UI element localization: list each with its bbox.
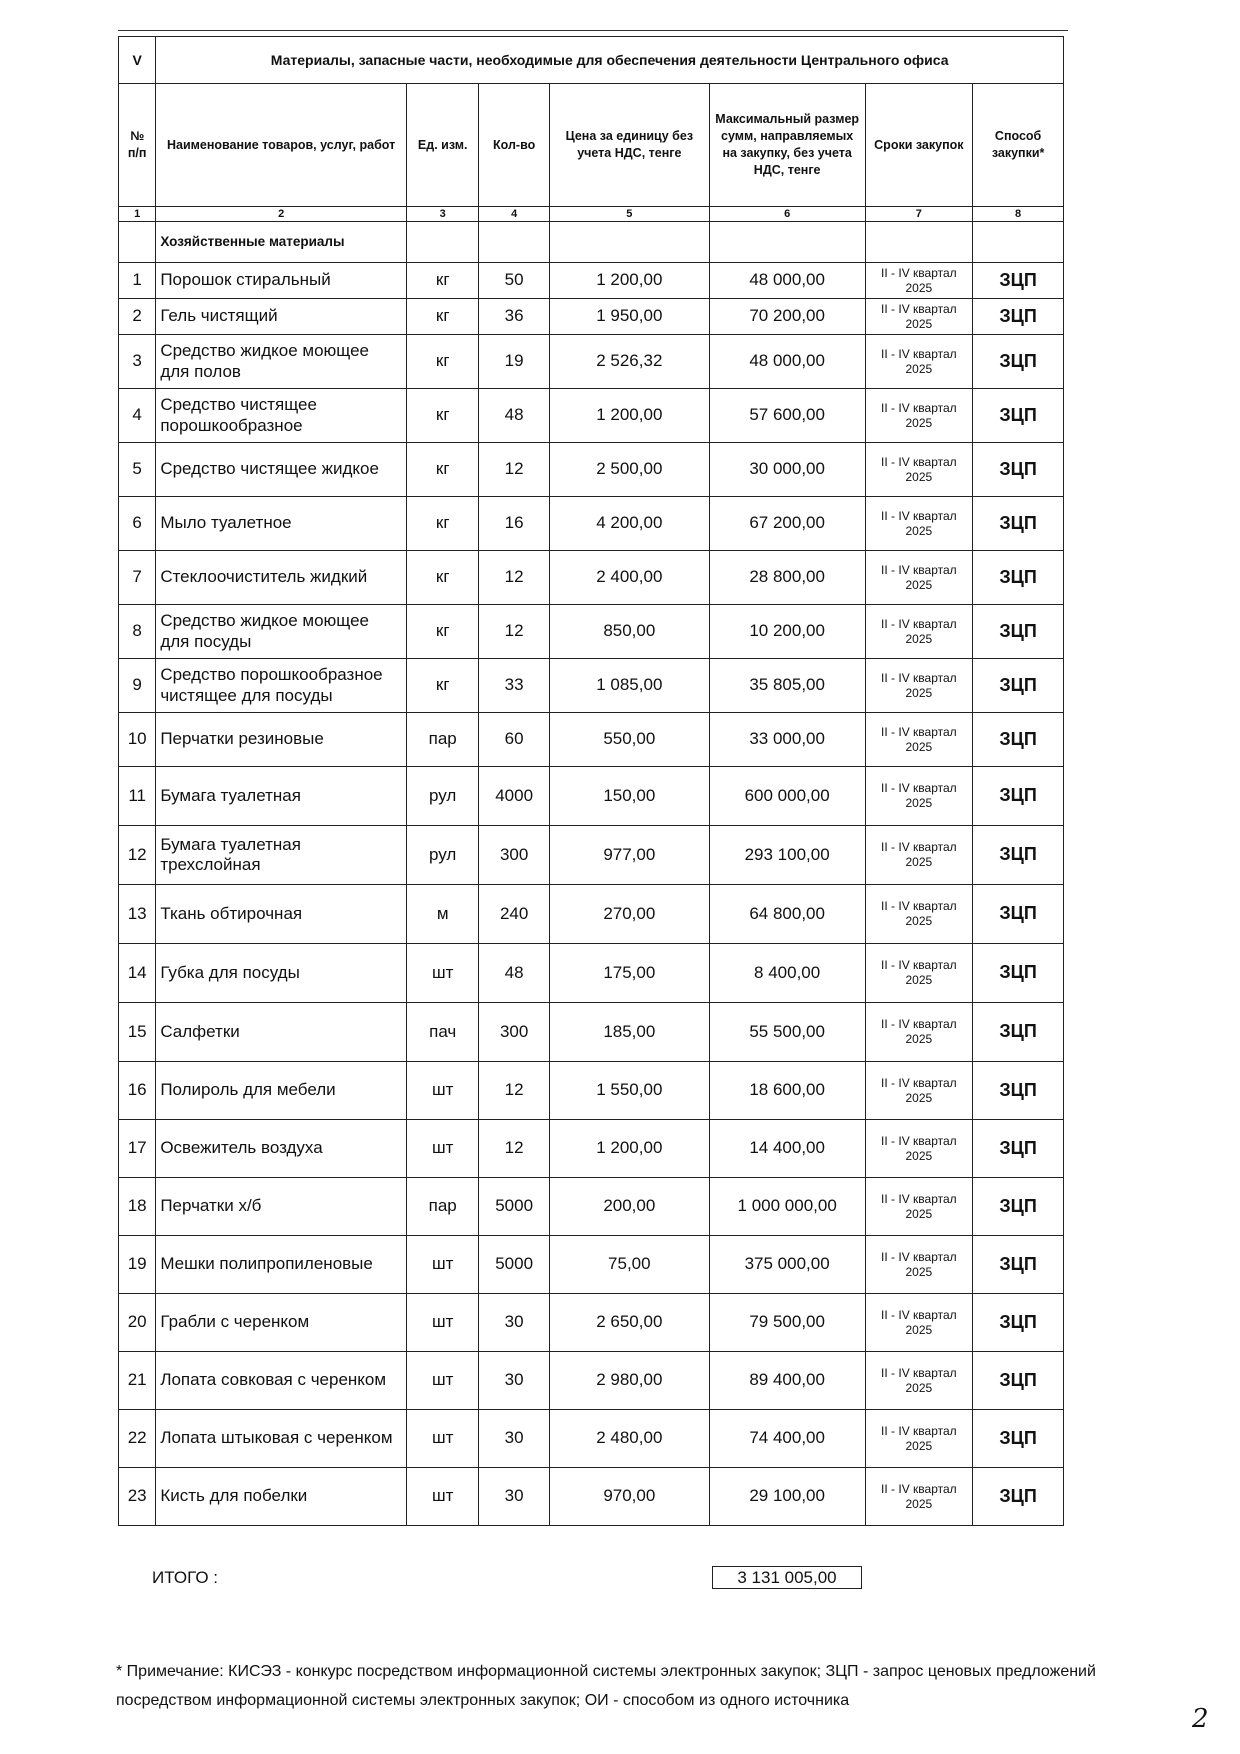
item-term: II - IV квартал 2025 <box>865 389 973 443</box>
item-unit: шт <box>406 1236 479 1294</box>
item-unit-price: 2 526,32 <box>549 335 709 389</box>
item-quantity: 4000 <box>479 767 549 826</box>
item-quantity: 16 <box>479 497 549 551</box>
item-quantity: 5000 <box>479 1178 549 1236</box>
item-method: ЗЦП <box>973 885 1064 944</box>
item-method: ЗЦП <box>973 443 1064 497</box>
item-unit-price: 1 950,00 <box>549 299 709 335</box>
column-number: 6 <box>709 207 865 222</box>
item-unit: кг <box>406 659 479 713</box>
item-term: II - IV квартал 2025 <box>865 299 973 335</box>
item-unit-price: 4 200,00 <box>549 497 709 551</box>
item-method: ЗЦП <box>973 605 1064 659</box>
item-term: II - IV квартал 2025 <box>865 1410 973 1468</box>
item-method: ЗЦП <box>973 767 1064 826</box>
item-unit: кг <box>406 551 479 605</box>
row-number: 20 <box>119 1294 156 1352</box>
item-unit: м <box>406 885 479 944</box>
item-max-sum: 48 000,00 <box>709 263 865 299</box>
row-number: 12 <box>119 826 156 885</box>
item-term: II - IV квартал 2025 <box>865 1294 973 1352</box>
row-number: 23 <box>119 1468 156 1526</box>
table-row <box>119 1468 1064 1526</box>
item-method: ЗЦП <box>973 1410 1064 1468</box>
item-unit: кг <box>406 263 479 299</box>
table-row <box>119 299 1064 335</box>
column-number: 5 <box>549 207 709 222</box>
item-unit: рул <box>406 826 479 885</box>
row-number: 5 <box>119 443 156 497</box>
table-row <box>119 1062 1064 1120</box>
header-unit: Ед. изм. <box>406 84 479 207</box>
item-name: Полироль для мебели <box>156 1062 407 1120</box>
item-name: Освежитель воздуха <box>156 1120 407 1178</box>
item-max-sum: 375 000,00 <box>709 1236 865 1294</box>
item-name: Средство чистящее порошкообразное <box>156 389 407 443</box>
row-number: 7 <box>119 551 156 605</box>
item-name: Губка для посуды <box>156 944 407 1003</box>
item-unit: кг <box>406 443 479 497</box>
item-term: II - IV квартал 2025 <box>865 1062 973 1120</box>
item-unit: шт <box>406 1294 479 1352</box>
header-term: Сроки закупок <box>865 84 973 207</box>
column-number: 2 <box>156 207 407 222</box>
item-quantity: 30 <box>479 1352 549 1410</box>
item-name: Ткань обтирочная <box>156 885 407 944</box>
item-method: ЗЦП <box>973 263 1064 299</box>
item-max-sum: 67 200,00 <box>709 497 865 551</box>
item-term: II - IV квартал 2025 <box>865 1178 973 1236</box>
row-number: 19 <box>119 1236 156 1294</box>
table-row <box>119 944 1064 1003</box>
item-term: II - IV квартал 2025 <box>865 605 973 659</box>
item-unit-price: 550,00 <box>549 713 709 767</box>
item-method: ЗЦП <box>973 1178 1064 1236</box>
item-quantity: 5000 <box>479 1236 549 1294</box>
item-term: II - IV квартал 2025 <box>865 659 973 713</box>
section-number: V <box>119 37 156 84</box>
column-number: 7 <box>865 207 973 222</box>
item-max-sum: 33 000,00 <box>709 713 865 767</box>
procurement-table <box>118 36 1064 1526</box>
header-max-sum: Максимальный размер сумм, направляемых на закупку, без учета НДС, тенге <box>709 84 865 207</box>
item-term: II - IV квартал 2025 <box>865 335 973 389</box>
item-quantity: 12 <box>479 443 549 497</box>
item-method: ЗЦП <box>973 1352 1064 1410</box>
item-term: II - IV квартал 2025 <box>865 767 973 826</box>
group-header-row <box>119 222 1064 263</box>
table-row <box>119 885 1064 944</box>
total-label: ИТОГО : <box>152 1568 218 1587</box>
table-row <box>119 1352 1064 1410</box>
item-method: ЗЦП <box>973 944 1064 1003</box>
item-unit: кг <box>406 389 479 443</box>
item-term: II - IV квартал 2025 <box>865 1236 973 1294</box>
item-unit: шт <box>406 944 479 1003</box>
item-name: Бумага туалетная трехслойная <box>156 826 407 885</box>
row-number: 15 <box>119 1003 156 1062</box>
item-method: ЗЦП <box>973 497 1064 551</box>
item-quantity: 36 <box>479 299 549 335</box>
row-number: 10 <box>119 713 156 767</box>
item-quantity: 300 <box>479 826 549 885</box>
table-body <box>119 37 1064 1526</box>
item-unit-price: 200,00 <box>549 1178 709 1236</box>
item-max-sum: 64 800,00 <box>709 885 865 944</box>
item-max-sum: 35 805,00 <box>709 659 865 713</box>
item-method: ЗЦП <box>973 826 1064 885</box>
item-name: Стеклоочиститель жидкий <box>156 551 407 605</box>
item-name: Бумага туалетная <box>156 767 407 826</box>
item-term: II - IV квартал 2025 <box>865 826 973 885</box>
item-max-sum: 29 100,00 <box>709 1468 865 1526</box>
row-number: 17 <box>119 1120 156 1178</box>
item-unit: кг <box>406 497 479 551</box>
table-row <box>119 497 1064 551</box>
item-method: ЗЦП <box>973 1294 1064 1352</box>
row-number: 11 <box>119 767 156 826</box>
row-number: 9 <box>119 659 156 713</box>
item-max-sum: 30 000,00 <box>709 443 865 497</box>
item-name: Лопата совковая с черенком <box>156 1352 407 1410</box>
item-method: ЗЦП <box>973 1468 1064 1526</box>
item-max-sum: 10 200,00 <box>709 605 865 659</box>
item-max-sum: 70 200,00 <box>709 299 865 335</box>
row-number: 2 <box>119 299 156 335</box>
item-max-sum: 57 600,00 <box>709 389 865 443</box>
item-quantity: 19 <box>479 335 549 389</box>
item-term: II - IV квартал 2025 <box>865 443 973 497</box>
item-quantity: 240 <box>479 885 549 944</box>
header-price: Цена за единицу без учета НДС, тенге <box>549 84 709 207</box>
item-unit: шт <box>406 1468 479 1526</box>
item-max-sum: 79 500,00 <box>709 1294 865 1352</box>
item-term: II - IV квартал 2025 <box>865 551 973 605</box>
item-quantity: 30 <box>479 1294 549 1352</box>
header-method: Способ закупки* <box>973 84 1064 207</box>
item-method: ЗЦП <box>973 389 1064 443</box>
item-unit-price: 970,00 <box>549 1468 709 1526</box>
row-number: 13 <box>119 885 156 944</box>
item-max-sum: 74 400,00 <box>709 1410 865 1468</box>
row-number: 22 <box>119 1410 156 1468</box>
item-name: Средство чистящее жидкое <box>156 443 407 497</box>
item-name: Перчатки резиновые <box>156 713 407 767</box>
item-name: Средство жидкое моющее для полов <box>156 335 407 389</box>
item-name: Средство жидкое моющее для посуды <box>156 605 407 659</box>
item-method: ЗЦП <box>973 1120 1064 1178</box>
item-unit-price: 1 200,00 <box>549 389 709 443</box>
item-max-sum: 89 400,00 <box>709 1352 865 1410</box>
item-unit-price: 2 650,00 <box>549 1294 709 1352</box>
row-number: 6 <box>119 497 156 551</box>
item-name: Порошок стиральный <box>156 263 407 299</box>
table-row <box>119 1120 1064 1178</box>
column-number: 8 <box>973 207 1064 222</box>
item-unit: кг <box>406 335 479 389</box>
table-row <box>119 443 1064 497</box>
table-row <box>119 1003 1064 1062</box>
item-quantity: 60 <box>479 713 549 767</box>
item-quantity: 12 <box>479 1120 549 1178</box>
item-unit: шт <box>406 1352 479 1410</box>
item-max-sum: 8 400,00 <box>709 944 865 1003</box>
item-unit: шт <box>406 1120 479 1178</box>
item-name: Средство порошкообразное чистящее для посуды <box>156 659 407 713</box>
group-title: Хозяйственные материалы <box>156 222 407 263</box>
header-no: № п/п <box>119 84 156 207</box>
row-number: 1 <box>119 263 156 299</box>
item-name: Салфетки <box>156 1003 407 1062</box>
row-number: 4 <box>119 389 156 443</box>
item-name: Гель чистящий <box>156 299 407 335</box>
item-max-sum: 14 400,00 <box>709 1120 865 1178</box>
table-row <box>119 263 1064 299</box>
item-term: II - IV квартал 2025 <box>865 263 973 299</box>
item-unit: кг <box>406 605 479 659</box>
item-method: ЗЦП <box>973 1003 1064 1062</box>
table-row <box>119 1294 1064 1352</box>
item-unit-price: 2 500,00 <box>549 443 709 497</box>
item-max-sum: 1 000 000,00 <box>709 1178 865 1236</box>
table-row <box>119 1410 1064 1468</box>
item-term: II - IV квартал 2025 <box>865 944 973 1003</box>
item-quantity: 12 <box>479 551 549 605</box>
item-term: II - IV квартал 2025 <box>865 1468 973 1526</box>
footnote: * Примечание: КИСЭЗ - конкурс посредством информационной системы электронных закупок; ЗЦП - запрос ценовых предложений посредством информационной системы электронных закупок; ОИ - способом из одного источника <box>116 1663 1096 1709</box>
item-quantity: 33 <box>479 659 549 713</box>
table-row <box>119 551 1064 605</box>
item-method: ЗЦП <box>973 299 1064 335</box>
table-row <box>119 1236 1064 1294</box>
item-unit-price: 175,00 <box>549 944 709 1003</box>
item-unit-price: 2 980,00 <box>549 1352 709 1410</box>
item-name: Перчатки х/б <box>156 1178 407 1236</box>
table-row <box>119 826 1064 885</box>
column-number: 1 <box>119 207 156 222</box>
item-max-sum: 600 000,00 <box>709 767 865 826</box>
item-term: II - IV квартал 2025 <box>865 1120 973 1178</box>
item-quantity: 12 <box>479 1062 549 1120</box>
item-term: II - IV квартал 2025 <box>865 885 973 944</box>
table-row <box>119 335 1064 389</box>
item-max-sum: 293 100,00 <box>709 826 865 885</box>
row-number: 18 <box>119 1178 156 1236</box>
item-quantity: 48 <box>479 944 549 1003</box>
item-method: ЗЦП <box>973 659 1064 713</box>
item-unit: пач <box>406 1003 479 1062</box>
item-unit-price: 1 085,00 <box>549 659 709 713</box>
item-unit-price: 75,00 <box>549 1236 709 1294</box>
item-quantity: 12 <box>479 605 549 659</box>
item-name: Мыло туалетное <box>156 497 407 551</box>
column-number: 4 <box>479 207 549 222</box>
item-max-sum: 18 600,00 <box>709 1062 865 1120</box>
table-row <box>119 713 1064 767</box>
item-name: Лопата штыковая с черенком <box>156 1410 407 1468</box>
item-unit: шт <box>406 1410 479 1468</box>
column-number-row <box>119 207 1064 222</box>
item-method: ЗЦП <box>973 713 1064 767</box>
item-quantity: 30 <box>479 1468 549 1526</box>
table-row <box>119 605 1064 659</box>
header-name: Наименование товаров, услуг, работ <box>156 84 407 207</box>
item-term: II - IV квартал 2025 <box>865 1352 973 1410</box>
table-row <box>119 659 1064 713</box>
top-rule <box>118 30 1068 31</box>
section-title: Материалы, запасные части, необходимые для обеспечения деятельности Центрального офиса <box>156 37 1064 84</box>
total-value: 3 131 005,00 <box>712 1566 862 1589</box>
section-header-row <box>119 37 1064 84</box>
row-number: 8 <box>119 605 156 659</box>
item-quantity: 30 <box>479 1410 549 1468</box>
page-number: 2 <box>1192 1704 1209 1734</box>
item-max-sum: 28 800,00 <box>709 551 865 605</box>
item-unit-price: 185,00 <box>549 1003 709 1062</box>
item-unit-price: 150,00 <box>549 767 709 826</box>
item-unit-price: 850,00 <box>549 605 709 659</box>
item-term: II - IV квартал 2025 <box>865 497 973 551</box>
item-name: Мешки полипропиленовые <box>156 1236 407 1294</box>
row-number: 21 <box>119 1352 156 1410</box>
row-number: 16 <box>119 1062 156 1120</box>
item-term: II - IV квартал 2025 <box>865 1003 973 1062</box>
item-unit: кг <box>406 299 479 335</box>
item-method: ЗЦП <box>973 335 1064 389</box>
item-unit-price: 1 200,00 <box>549 263 709 299</box>
item-unit: шт <box>406 1062 479 1120</box>
item-method: ЗЦП <box>973 551 1064 605</box>
row-number: 3 <box>119 335 156 389</box>
item-name: Грабли с черенком <box>156 1294 407 1352</box>
header-qty: Кол-во <box>479 84 549 207</box>
row-number: 14 <box>119 944 156 1003</box>
column-header-row <box>119 84 1064 207</box>
item-term: II - IV квартал 2025 <box>865 713 973 767</box>
item-unit: пар <box>406 713 479 767</box>
item-unit-price: 2 480,00 <box>549 1410 709 1468</box>
item-max-sum: 55 500,00 <box>709 1003 865 1062</box>
item-max-sum: 48 000,00 <box>709 335 865 389</box>
item-unit-price: 1 550,00 <box>549 1062 709 1120</box>
item-method: ЗЦП <box>973 1062 1064 1120</box>
item-unit-price: 977,00 <box>549 826 709 885</box>
table-row <box>119 389 1064 443</box>
item-name: Кисть для побелки <box>156 1468 407 1526</box>
table-row <box>119 767 1064 826</box>
item-unit-price: 1 200,00 <box>549 1120 709 1178</box>
column-number: 3 <box>406 207 479 222</box>
item-method: ЗЦП <box>973 1236 1064 1294</box>
item-unit: пар <box>406 1178 479 1236</box>
item-quantity: 300 <box>479 1003 549 1062</box>
item-unit-price: 270,00 <box>549 885 709 944</box>
item-unit-price: 2 400,00 <box>549 551 709 605</box>
table-row <box>119 1178 1064 1236</box>
item-quantity: 50 <box>479 263 549 299</box>
item-unit: рул <box>406 767 479 826</box>
item-quantity: 48 <box>479 389 549 443</box>
